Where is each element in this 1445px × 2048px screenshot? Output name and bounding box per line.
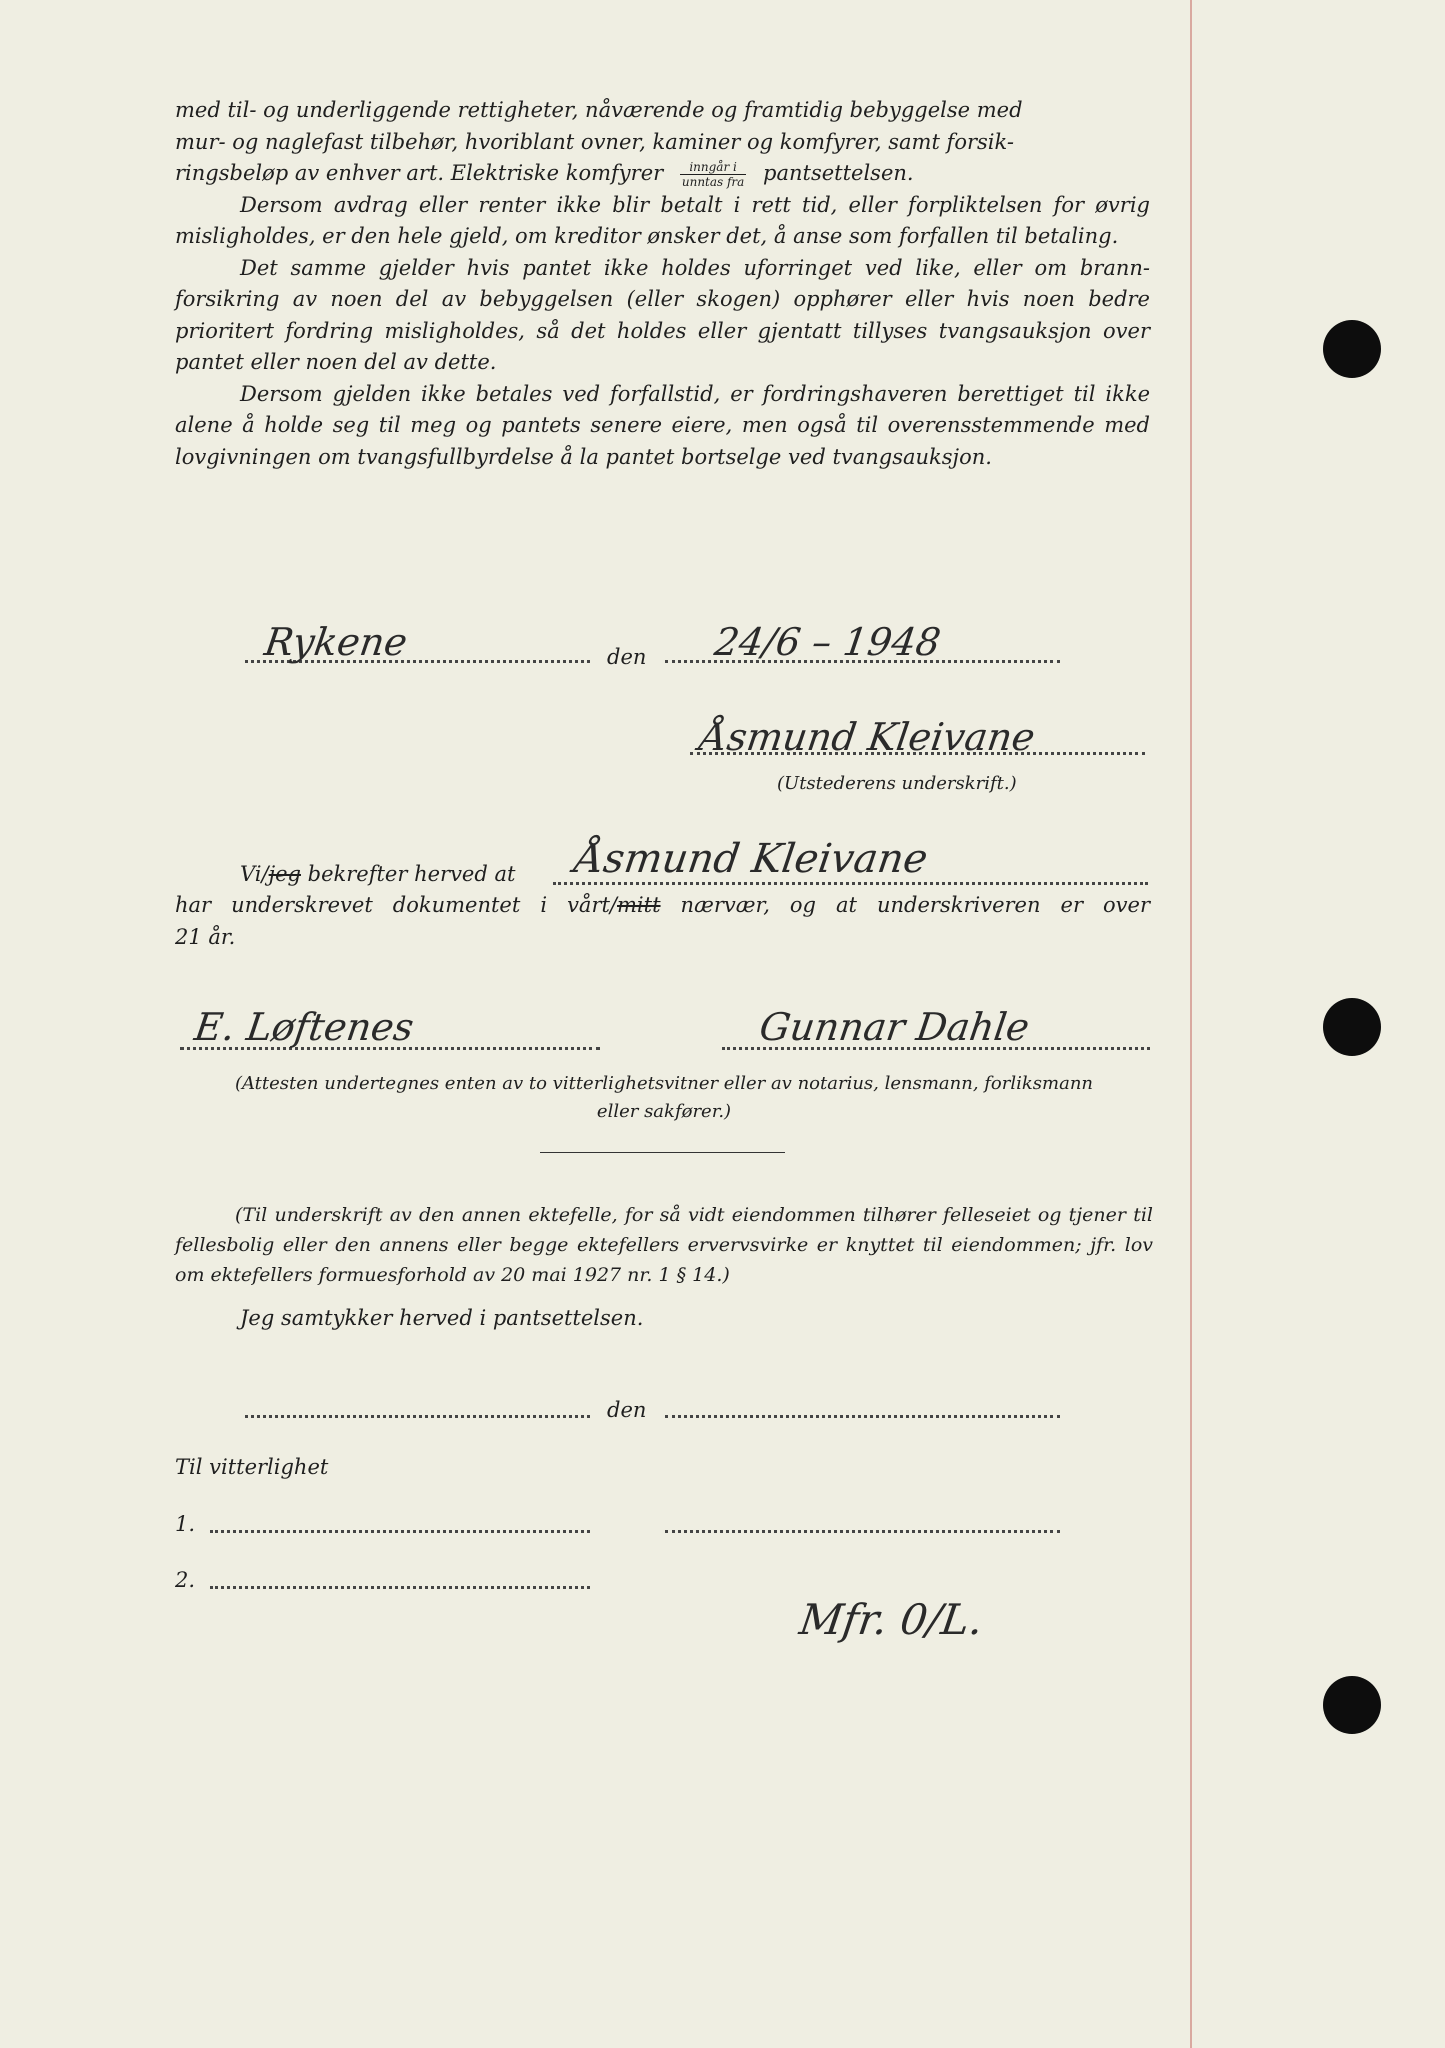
fraction-denominator: unntas fra <box>681 175 745 189</box>
fraction-numerator: inngår i <box>680 160 746 175</box>
line2-pre: har underskrevet dokumentet i vårt/ <box>175 893 618 917</box>
witness-note-line1: (Attesten undertegnes enten av to vitterlighetsvitner eller av notarius, lensmann, forliksmann <box>234 1073 1094 1094</box>
confirmation-line3: 21 år. <box>175 925 236 949</box>
witness-line-1b <box>665 1530 1060 1533</box>
witness-line-2a <box>210 1586 590 1589</box>
separator-rule <box>540 1152 785 1153</box>
name-dotted-line <box>553 882 1148 885</box>
handwritten-name: Åsmund Kleivane <box>571 836 931 882</box>
witness-number-2: 2. <box>175 1568 196 1592</box>
date2-dotted-line <box>665 1415 1060 1418</box>
paragraph-2: Dersom avdrag eller renter ikke blir betalt i rett tid, eller forpliktelsen for øvrig misligholdes, er den hele gjeld, om kreditor ønsker det, å anse som forfallen til betaling. <box>175 192 1150 248</box>
den2-label: den <box>607 1398 647 1422</box>
paragraph-4: Dersom gjelden ikke betales ved forfallstid, er fordringshaveren berettiget til ikke alene å holde seg til meg og pantets senere eiere, men også til overensstemmende med lovgivningen om tvangsfullbyrdelse å la pantet bortselge ved tvangsauksjon. <box>175 381 1150 469</box>
body-text <box>175 95 1150 473</box>
punch-hole <box>1323 1676 1381 1734</box>
place2-dotted-line <box>245 1415 590 1418</box>
punch-hole <box>1323 998 1381 1056</box>
punch-hole <box>1323 320 1381 378</box>
witness2-signature: Gunnar Dahle <box>756 1005 1033 1049</box>
line2-post: nærvær, og at underskriveren er over <box>660 893 1150 917</box>
til-vitterlighet: Til vitterlighet <box>175 1455 329 1479</box>
paragraph-1 <box>175 95 1150 190</box>
consent-text: Jeg samtykker herved i pantsettelsen. <box>240 1306 644 1330</box>
red-margin-line <box>1190 0 1192 2048</box>
jeg-struck: jeg <box>268 862 301 886</box>
vi-text: Vi/ <box>240 862 269 886</box>
spouse-note: (Til underskrift av den annen ektefelle, for så vidt eiendommen tilhører felleseiet og tjener til fellesbolig eller den annens eller begge ektefellers ervervsvirke er knyttet til eiendommen; jfr. lov om ektefellers formuesforhold av 20 mai 1927 nr. 1 § 14.) <box>175 1204 1153 1286</box>
handwritten-date: 24/6 – 1948 <box>711 620 944 664</box>
issuer-caption: (Utstederens underskrift.) <box>777 773 1017 794</box>
witness1-signature: E. Løftenes <box>191 1005 417 1049</box>
issuer-signature: Åsmund Kleivane <box>696 715 1038 759</box>
witness-number-1: 1. <box>175 1512 196 1536</box>
fraction-choice <box>680 160 746 189</box>
p1-line2: mur- og naglefast tilbehør, hvoriblant ovner, kaminer og komfyrer, samt forsik- <box>175 129 1014 154</box>
confirmation-line1 <box>240 862 515 886</box>
handwritten-annotation: Mfr. 0/L. <box>796 1595 987 1644</box>
witness-line-1a <box>210 1530 590 1533</box>
paragraph-3: Det samme gjelder hvis pantet ikke holdes uforringet ved like, eller om brannforsikring av noen del av bebyggelsen (eller skogen) opphører eller hvis noen bedre prioritert fordring misligholdes, så det holdes eller gjentatt tillyses tvangsauksjon over pantet eller noen del av dette. <box>175 255 1150 374</box>
mitt-struck: mitt <box>617 893 661 917</box>
confirm-text: bekrefter herved at <box>300 862 516 886</box>
confirmation-line2 <box>175 893 1150 917</box>
p1-line1: med til- og underliggende rettigheter, nåværende og framtidig bebyggelse med <box>175 98 1023 122</box>
p1-line3-end: pantsettelsen. <box>763 161 914 185</box>
handwritten-place: Rykene <box>261 620 410 664</box>
witness-note-line2: eller sakfører.) <box>596 1101 732 1122</box>
den-label: den <box>607 645 647 669</box>
p1-line3: ringsbeløp av enhver art. Elektriske komfyrer <box>175 161 664 185</box>
